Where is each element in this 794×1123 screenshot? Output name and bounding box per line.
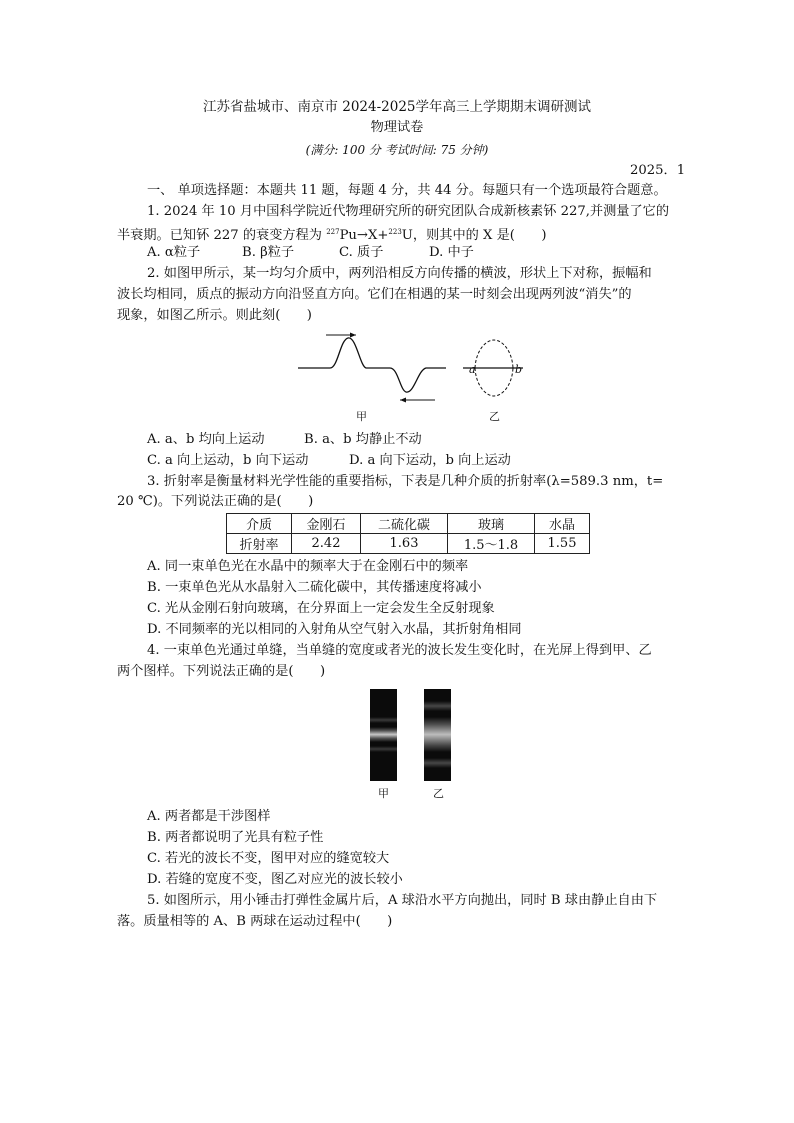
q2-point-a: a <box>469 363 476 376</box>
q4-option-b: B. 两者都说明了光具有粒子性 <box>147 830 324 845</box>
table-cell: 玻璃 <box>448 514 535 534</box>
dashed-upper <box>475 340 513 368</box>
q1-option-b: B. β粒子 <box>242 245 295 260</box>
central-fringe-jia <box>370 727 397 742</box>
q4-option-c: C. 若光的波长不变，图甲对应的缝宽较大 <box>147 851 390 866</box>
q4-line2: 两个图样。下列说法正确的是( ) <box>117 664 326 679</box>
q3-option-c: C. 光从金刚石射向玻璃，在分界面上一定会发生全反射现象 <box>147 601 495 616</box>
wave-pulses <box>298 338 446 392</box>
dashed-lower <box>475 368 513 396</box>
q4-line1: 4. 一束单色光通过单缝，当单缝的宽度或者光的波长发生变化时，在光屏上得到甲、乙 <box>147 643 652 658</box>
q4-fig-yi-label: 乙 <box>433 787 444 800</box>
q2-option-d: D. a 向下运动，b 向上运动 <box>349 453 511 468</box>
q1-line1: 1. 2024 年 10 月中国科学院近代物理研究所的研究团队合成新核素钚 227,并测量了它的 <box>147 204 670 219</box>
q5-line2: 落。质量相等的 A、B 两球在运动过程中( ) <box>117 914 393 929</box>
q3-option-a: A. 同一束单色光在水晶中的频率大于在金刚石中的频率 <box>147 559 469 574</box>
diffraction-pattern-yi <box>424 689 451 781</box>
q2-line3: 现象，如图乙所示。则此刻( ) <box>117 308 312 323</box>
q3-option-b: B. 一束单色光从水晶射入二硫化碳中，其传播速度将减小 <box>147 580 482 595</box>
arrow-right-head <box>350 333 356 338</box>
q1-line2: 半衰期。已知钚 227 的衰变方程为 $^{227}$Pu→X+$^{223}$U，则其中的 X 是( ) <box>117 228 547 243</box>
table-cell: 折射率 <box>227 534 292 554</box>
side-fringe <box>370 717 397 723</box>
q2-line1: 2. 如图甲所示，某一均匀介质中，两列沿相反方向传播的横波，形状上下对称，振幅和 <box>147 266 652 281</box>
q4-option-a: A. 两者都是干涉图样 <box>147 809 271 824</box>
q3-line1: 3. 折射率是衡量材料光学性能的重要指标，下表是几种介质的折射率(λ=589.3 nm，t= <box>147 474 664 489</box>
q2-option-b: B. a、b 均静止不动 <box>304 432 422 447</box>
table-cell: 水晶 <box>535 514 590 534</box>
table-cell: 二硫化碳 <box>361 514 448 534</box>
q2-option-c: C. a 向上运动，b 向下运动 <box>147 453 309 468</box>
exam-info: (满分: 100 分 考试时间: 75 分钟) <box>305 143 489 157</box>
q4-fig-jia-label: 甲 <box>378 787 389 800</box>
q1-option-a: A. α粒子 <box>147 245 201 260</box>
table-cell: 1.5～1.8 <box>448 534 535 554</box>
side-fringe <box>424 758 451 768</box>
subject-title: 物理试卷 <box>370 120 424 135</box>
table-cell: 2.42 <box>292 534 361 554</box>
table-cell: 介质 <box>227 514 292 534</box>
q3-line2: 20 ℃)。下列说法正确的是( ) <box>117 494 314 509</box>
diffraction-pattern-jia <box>370 689 397 781</box>
q2-line2: 波长均相同，质点的振动方向沿竖直方向。它们在相遇的某一时刻会出现两列波“消失”的 <box>117 287 632 302</box>
q3-option-d: D. 不同频率的光以相同的入射角从空气射入水晶，其折射角相同 <box>147 622 522 637</box>
table-header-row <box>227 514 590 534</box>
table-cell: 金刚石 <box>292 514 361 534</box>
central-fringe-yi <box>424 717 451 752</box>
section-heading: 一、 单项选择题：本题共 11 题，每题 4 分，共 44 分。每题只有一个选项最符合题意。 <box>147 183 667 198</box>
q1-option-d: D. 中子 <box>429 245 474 260</box>
exam-title: 江苏省盐城市、南京市 2024-2025学年高三上学期期末调研测试 <box>202 99 592 115</box>
side-fringe <box>370 746 397 752</box>
q2-fig-jia-label: 甲 <box>356 410 367 423</box>
exam-date: 2025．1 <box>630 163 686 178</box>
table-cell: 1.63 <box>361 534 448 554</box>
arrow-left-head <box>400 398 406 403</box>
q2-fig-yi-label: 乙 <box>489 410 500 423</box>
q4-option-d: D. 若缝的宽度不变，图乙对应光的波长较小 <box>147 872 403 887</box>
q2-point-b: b <box>515 363 523 376</box>
q2-wave-figure <box>290 328 540 408</box>
refractive-index-table <box>226 513 590 554</box>
table-row <box>227 534 590 554</box>
q5-line1: 5. 如图所示，用小锤击打弹性金属片后，A 球沿水平方向抛出，同时 B 球由静止自由下 <box>147 893 658 908</box>
q1-option-c: C. 质子 <box>339 245 384 260</box>
q2-option-a: A. a、b 均向上运动 <box>147 432 265 447</box>
side-fringe <box>424 701 451 711</box>
table-cell: 1.55 <box>535 534 590 554</box>
